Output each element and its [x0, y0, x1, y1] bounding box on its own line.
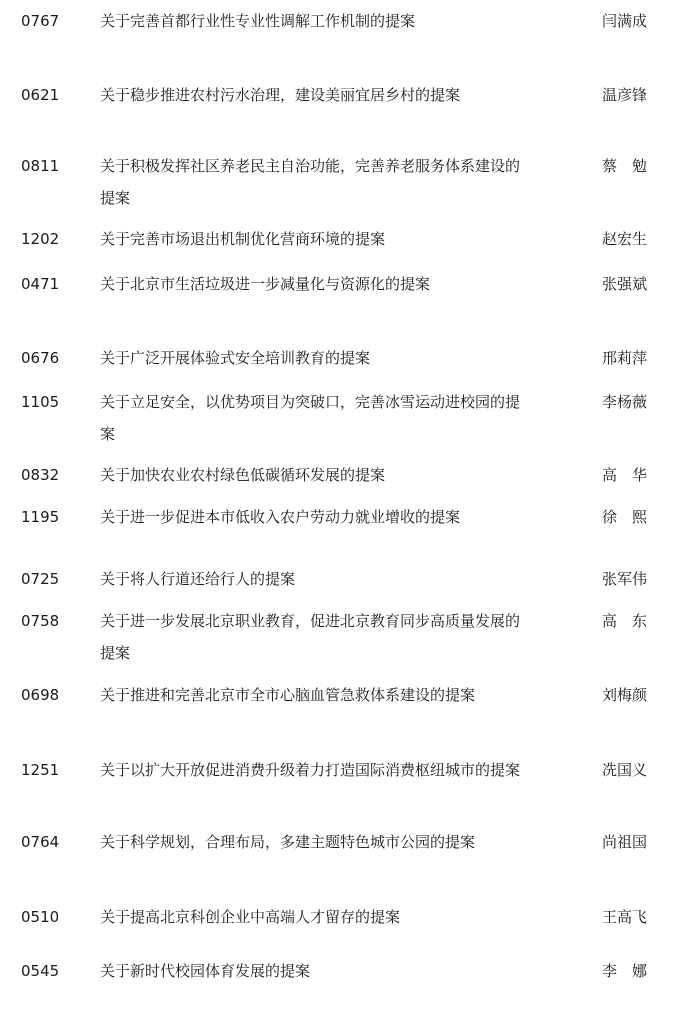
table-row	[0, 79, 673, 149]
proposer-name: 王高飞	[602, 908, 648, 926]
proposal-title	[100, 223, 550, 255]
proposal-title-line: 关于新时代校园体育发展的提案	[100, 962, 311, 980]
proposal-title-line: 关于广泛开展体验式安全培训教育的提案	[100, 349, 371, 367]
proposal-title	[100, 563, 550, 595]
proposal-number: 0811	[21, 157, 60, 175]
proposal-number: 0621	[21, 86, 60, 104]
proposal-number: 0758	[21, 612, 60, 630]
proposal-title	[100, 605, 550, 669]
proposal-number: 0676	[21, 349, 60, 367]
table-row	[0, 679, 673, 749]
proposal-number: 0832	[21, 466, 60, 484]
proposer-name: 闫满成	[602, 12, 648, 30]
proposal-title-line: 关于北京市生活垃圾进一步减量化与资源化的提案	[100, 275, 431, 293]
proposal-number: 1202	[21, 230, 60, 248]
proposal-title-line: 关于将人行道还给行人的提案	[100, 570, 296, 588]
proposal-title-line: 关于进一步促进本市低收入农户劳动力就业增收的提案	[100, 508, 461, 526]
proposal-number: 0545	[21, 962, 60, 980]
proposal-title	[100, 901, 550, 933]
proposer-name: 高 华	[602, 466, 648, 484]
proposal-number: 1251	[21, 761, 60, 779]
proposer-name: 蔡 勉	[602, 157, 648, 175]
proposal-title-line: 关于完善市场退出机制优化营商环境的提案	[100, 230, 386, 248]
table-row	[0, 268, 673, 338]
proposer-name: 尚祖国	[602, 833, 648, 851]
proposal-number: 0725	[21, 570, 60, 588]
proposer-name: 张强斌	[602, 275, 648, 293]
proposal-title	[100, 754, 550, 786]
proposal-title-line: 关于加快农业农村绿色低碳循环发展的提案	[100, 466, 386, 484]
proposer-name: 徐 熙	[602, 508, 648, 526]
proposal-title	[100, 79, 550, 111]
proposal-number: 1195	[21, 508, 60, 526]
proposal-title	[100, 826, 550, 858]
table-row	[0, 955, 673, 1025]
proposal-number: 1105	[21, 393, 60, 411]
proposal-title	[100, 5, 550, 37]
proposal-title-line: 关于立足安全，以优势项目为突破口，完善冰雪运动进校园的提	[100, 393, 521, 411]
proposer-name: 赵宏生	[602, 230, 648, 248]
proposer-name: 张军伟	[602, 570, 648, 588]
proposal-title-line: 关于以扩大开放促进消费升级着力打造国际消费枢纽城市的提案	[100, 761, 521, 779]
table-row	[0, 826, 673, 896]
proposer-name: 刘梅颜	[602, 686, 648, 704]
proposal-number: 0471	[21, 275, 60, 293]
proposer-name: 冼国义	[602, 761, 648, 779]
proposal-title-line: 关于完善首都行业性专业性调解工作机制的提案	[100, 12, 416, 30]
proposal-number: 0698	[21, 686, 60, 704]
proposal-number: 0764	[21, 833, 60, 851]
proposal-title	[100, 459, 550, 491]
table-row	[0, 754, 673, 824]
proposal-title	[100, 501, 550, 533]
proposal-title-line: 案	[100, 425, 116, 443]
proposer-name: 温彦锋	[602, 86, 648, 104]
table-row	[0, 386, 673, 456]
proposal-title	[100, 150, 550, 214]
proposal-title	[100, 679, 550, 711]
proposer-name: 高 东	[602, 612, 648, 630]
proposal-number: 0510	[21, 908, 60, 926]
proposal-title	[100, 342, 550, 374]
table-row	[0, 605, 673, 675]
proposal-title-line: 关于提高北京科创企业中高端人才留存的提案	[100, 908, 401, 926]
proposal-title	[100, 955, 550, 987]
proposal-title-line: 提案	[100, 189, 131, 207]
proposal-title	[100, 268, 550, 300]
table-row	[0, 5, 673, 75]
proposer-name: 李 娜	[602, 962, 648, 980]
proposal-title-line: 关于推进和完善北京市全市心脑血管急救体系建设的提案	[100, 686, 476, 704]
proposal-title-line: 关于进一步发展北京职业教育，促进北京教育同步高质量发展的	[100, 612, 521, 630]
proposal-title-line: 提案	[100, 644, 131, 662]
proposer-name: 邢莉萍	[602, 349, 648, 367]
table-row	[0, 150, 673, 220]
proposal-title-line: 关于科学规划，合理布局，多建主题特色城市公园的提案	[100, 833, 476, 851]
table-row	[0, 501, 673, 571]
proposal-title	[100, 386, 550, 450]
proposal-title-line: 关于积极发挥社区养老民主自治功能，完善养老服务体系建设的	[100, 157, 521, 175]
proposer-name: 李杨薇	[602, 393, 648, 411]
proposal-number: 0767	[21, 12, 60, 30]
proposal-title-line: 关于稳步推进农村污水治理，建设美丽宜居乡村的提案	[100, 86, 461, 104]
